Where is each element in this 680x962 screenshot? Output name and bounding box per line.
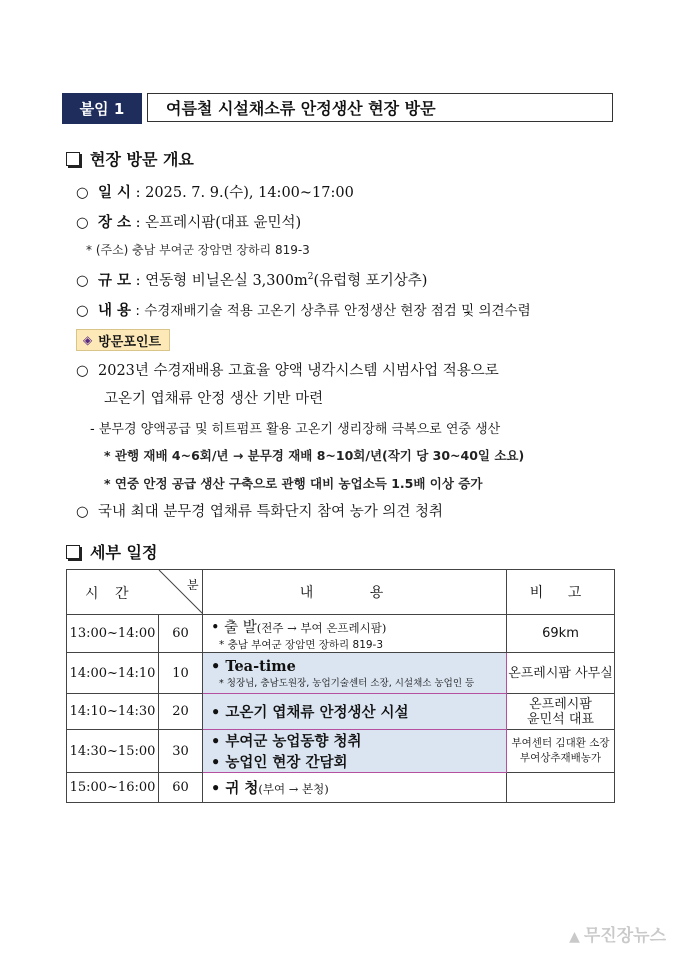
row-memo-line: 온프레시팜 xyxy=(529,696,592,712)
superscript: 2 xyxy=(307,272,314,283)
point1-star1: * 관행 재배 4~6회/년 → 분무경 재배 8~10회/년(작기 당 30~40일 소요) xyxy=(104,448,525,463)
row-memo-line: 부여센터 김대환 소장 xyxy=(511,737,610,749)
point1-star2: * 연중 안정 공급 생산 구축으로 관행 대비 농업소득 1.5배 이상 증가 xyxy=(104,476,483,491)
row-main: • 부여군 농업동향 청취 xyxy=(211,733,362,750)
row-memo xyxy=(507,730,615,773)
row-time: 14:10~14:30 xyxy=(67,694,159,730)
row-time: 15:00~16:00 xyxy=(67,773,159,803)
row-main: • Tea-time xyxy=(211,657,296,675)
item-label: 일 시 xyxy=(98,184,132,201)
section-overview-heading xyxy=(66,147,194,170)
row-main: • 출 발 xyxy=(211,619,257,636)
row-memo: 온프레시팜 사무실 xyxy=(507,653,615,694)
checkbox-square-icon xyxy=(66,545,80,559)
point2: ○ 국내 최대 분무경 엽채류 특화단지 참여 농가 의견 청취 xyxy=(76,504,444,520)
point1-line2: 고온기 엽채류 안정 생산 기반 마련 xyxy=(104,391,324,407)
row-content-highlight xyxy=(203,653,507,694)
row-main: • 농업인 현장 간담회 xyxy=(211,754,348,771)
attachment-badge: 붙임 1 xyxy=(62,93,142,124)
row-content xyxy=(203,773,507,803)
diamond-icon: ◈ xyxy=(83,333,93,347)
item-value: 연동형 비닐온실 3,300m xyxy=(145,273,308,289)
row-memo: 69km xyxy=(507,615,615,653)
point-text: 국내 최대 분무경 엽채류 특화단지 참여 농가 의견 청취 xyxy=(98,504,444,520)
point1-line1: ○ 2023년 수경재배용 고효율 양액 냉각시스템 시범사업 적용으로 xyxy=(76,363,499,379)
watermark-text: 무진장뉴스 xyxy=(583,926,666,946)
row-content xyxy=(203,615,507,653)
item-label: 내 용 xyxy=(98,302,132,319)
item-value: 2025. 7. 9.(수), 14:00~17:00 xyxy=(145,185,354,201)
section-title: 세부 일정 xyxy=(90,543,158,562)
circle-bullet: ○ xyxy=(76,185,89,201)
header-memo: 비 고 xyxy=(507,570,615,615)
item-value: 수경재배기술 적용 고온기 상추류 안정생산 현장 점검 및 의견수렴 xyxy=(144,303,531,319)
table-header-row xyxy=(67,570,615,615)
overview-place: ○ 장 소 : 온프레시팜(대표 윤민석) xyxy=(76,214,302,231)
row-memo-line: 부여상추재배농가 xyxy=(519,752,602,764)
news-watermark xyxy=(569,921,666,946)
overview-address-note: * (주소) 충남 부여군 장암면 장하리 819-3 xyxy=(86,243,310,257)
point-text: 2023년 수경재배용 고효율 양액 냉각시스템 시범사업 적용으로 xyxy=(98,363,499,379)
table-row xyxy=(67,694,615,730)
row-minutes: 30 xyxy=(159,730,203,773)
table-row xyxy=(67,773,615,803)
overview-datetime: ○ 일 시 : 2025. 7. 9.(수), 14:00~17:00 xyxy=(76,184,354,201)
table-row xyxy=(67,653,615,694)
header-time-minutes xyxy=(67,570,203,615)
row-memo-line: 윤민석 대표 xyxy=(527,711,594,727)
row-content-highlight xyxy=(203,694,507,730)
visit-point-label: 방문포인트 xyxy=(98,334,162,350)
row-minutes: 20 xyxy=(159,694,203,730)
point1-dash: - 분무경 양액공급 및 히트펌프 활용 고온기 생리장해 극복으로 연중 생산 xyxy=(90,422,501,437)
table-row xyxy=(67,615,615,653)
row-minutes: 60 xyxy=(159,615,203,653)
circle-bullet: ○ xyxy=(76,303,89,319)
item-value-suffix: (유럽형 포기상추) xyxy=(313,273,428,289)
overview-content: ○ 내 용 : 수경재배기술 적용 고온기 상추류 안정생산 현장 점검 및 의견수렴 xyxy=(76,302,531,319)
circle-bullet: ○ xyxy=(76,273,89,289)
row-minutes: 60 xyxy=(159,773,203,803)
circle-bullet: ○ xyxy=(76,215,89,231)
header-minutes: 분 xyxy=(187,578,199,592)
row-note: * 충남 부여군 장암면 장하리 819-3 xyxy=(219,638,384,651)
checkbox-square-icon xyxy=(66,152,80,166)
row-main-tail: (부여 → 본청) xyxy=(258,782,329,796)
section-schedule-heading xyxy=(66,540,157,563)
row-memo xyxy=(507,694,615,730)
item-label: 규 모 xyxy=(98,272,132,289)
section-title: 현장 방문 개요 xyxy=(90,150,194,169)
row-time: 14:00~14:10 xyxy=(67,653,159,694)
mountain-logo-icon: ▲ xyxy=(569,929,580,945)
table-row xyxy=(67,730,615,773)
row-main: • 귀 청 xyxy=(211,780,259,797)
item-value: 온프레시팜(대표 윤민석) xyxy=(145,215,302,231)
row-main: • 고온기 엽채류 안정생산 시설 xyxy=(211,704,409,721)
row-time: 14:30~15:00 xyxy=(67,730,159,773)
row-main-tail: (전주 → 부여 온프레시팜) xyxy=(256,620,387,635)
schedule-table xyxy=(66,569,615,803)
visit-point-badge xyxy=(76,329,170,351)
item-label: 장 소 xyxy=(98,214,132,231)
row-content-highlight xyxy=(203,730,507,773)
row-time: 13:00~14:00 xyxy=(67,615,159,653)
header-content: 내 용 xyxy=(203,570,507,615)
document-title: 여름철 시설채소류 안정생산 현장 방문 xyxy=(147,93,613,122)
overview-scale: ○ 규 모 : 연동형 비닐온실 $3,300m^2$(유럽형 포기상추) xyxy=(76,272,428,289)
row-memo xyxy=(507,773,615,803)
header-time: 시 간 xyxy=(85,586,135,602)
row-minutes: 10 xyxy=(159,653,203,694)
row-note: * 청장님, 충남도원장, 농업기술센터 소장, 시설채소 농업인 등 xyxy=(219,677,475,689)
